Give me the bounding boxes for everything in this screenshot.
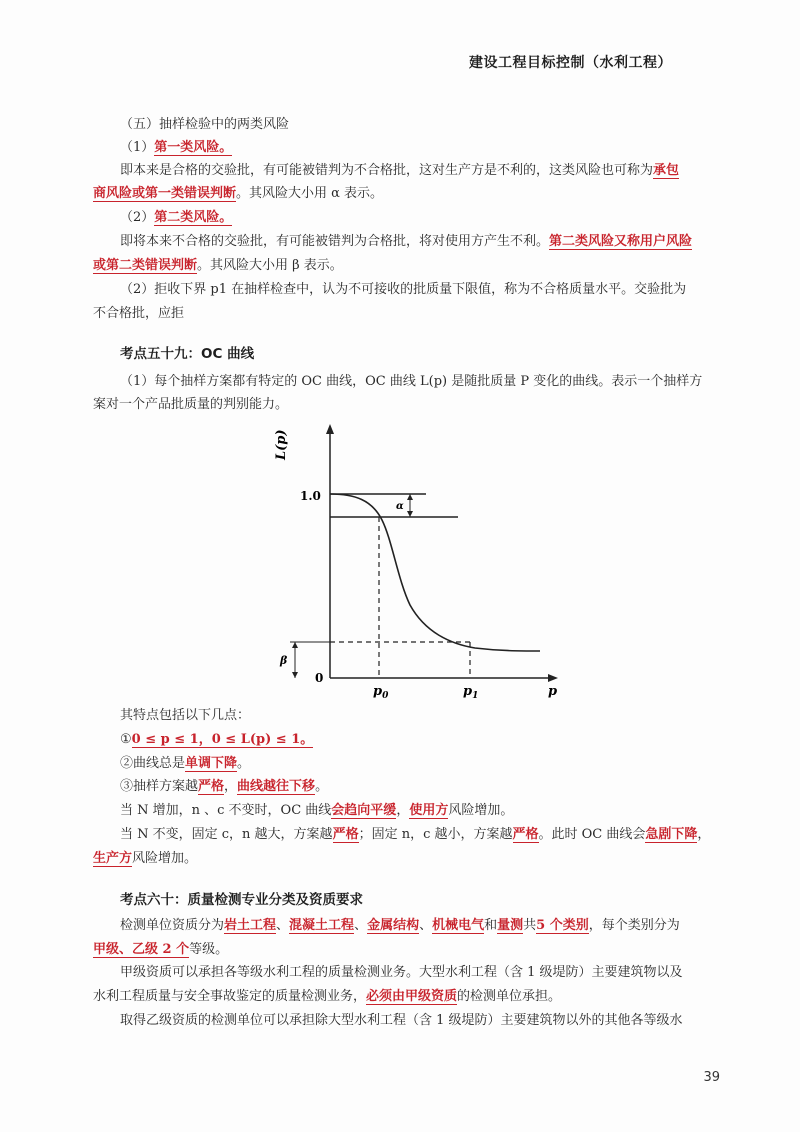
second-risk-desc-2: 或第二类错误判断。其风险大小用 β 表示。 [93,258,343,273]
alpha-arrow-bottom [407,511,413,517]
qual-p1-line-2: 甲级、乙级 2 个等级。 [93,942,229,957]
alpha-arrow-top [407,494,413,500]
second-risk-line: （2）第二类风险。 [120,210,233,225]
risk-heading: （五）抽样检验中的两类风险 [120,117,290,132]
x-tick-p0: $p_0$ [373,684,389,701]
y-tick-0: 0 [315,671,324,685]
oc-chart [260,420,580,710]
alpha-label: α [396,501,404,512]
feature-3: ③抽样方案越严格，曲线越往下移。 [120,779,329,794]
qual-p3-line: 取得乙级资质的检测单位可以承担除大型水利工程（含 1 级堤防）主要建筑物以外的其他各等级水 [120,1013,683,1028]
header-title: 建设工程目标控制（水利工程） [469,55,672,71]
first-risk-desc-2: 商风险或第一类错误判断。其风险大小用 α 表示。 [93,186,384,201]
oc-heading: 考点五十九：OC 曲线 [120,346,255,362]
x-axis-label: p [548,684,558,699]
feature-1: ①0 ≤ p ≤ 1，0 ≤ L(p) ≤ 1。 [120,732,314,747]
y-axis-arrow [326,424,334,434]
n-fixed-line: 当 N 不变，固定 c，n 越大，方案越严格；固定 n，c 越小，方案越严格。此时 OC 曲线会急剧下降， [120,827,711,842]
x-tick-p1: $p_1$ [463,684,479,701]
feature-2: ②曲线总是单调下降。 [120,756,251,771]
qual-heading: 考点六十：质量检测专业分类及资质要求 [120,892,363,908]
reject-line-2: 不合格批，应拒 [93,306,185,321]
y-axis-label: L(p) [274,429,289,460]
x-axis-arrow [548,674,558,682]
beta-label: β [280,654,288,667]
oc-intro-2: 案对一个产品批质量的判别能力。 [93,397,289,412]
y-tick-1: 1.0 [300,489,321,503]
first-risk-label: 第一类风险。 [154,140,233,155]
second-risk-desc-1: 即将本来不合格的交验批，有可能被错判为合格批，将对使用方产生不利。第二类风险又称用户风险 [120,234,693,249]
n-fixed-line-2: 生产方风险增加。 [93,851,198,866]
oc-intro-1: （1）每个抽样方案都有特定的 OC 曲线，OC 曲线 L(p) 是随批质量 P 变化的曲线。表示一个抽样方 [120,374,703,389]
qual-p2-line-2: 水利工程质量与安全事故鉴定的质量检测业务，必须由甲级资质的检测单位承担。 [93,989,562,1004]
reject-line-1: （2）拒收下界 p1 在抽样检查中，认为不可接收的批质量下限值，称为不合格质量水平。交验批为 [120,282,687,297]
first-risk-desc-1: 即本来是合格的交验批，有可能被错判为不合格批，这对生产方是不利的，这类风险也可称为承包 [120,163,680,178]
qual-p2-line-1: 甲级资质可以承担各等级水利工程的质量检测业务。大型水利工程（含 1 级堤防）主要建筑物以及 [120,965,683,980]
first-risk-line: （1）第一类风险。 [120,140,233,155]
n-increase-line: 当 N 增加，n 、c 不变时，OC 曲线会趋向平缓，使用方风险增加。 [120,803,514,818]
qual-p1-line-1: 检测单位资质分为岩土工程、混凝土工程、金属结构、机械电气和量测共5 个类别，每个类别分为 [120,918,680,933]
beta-arrow-top [292,642,298,648]
features-label: 其特点包括以下几点： [120,708,251,723]
beta-arrow-bottom [292,672,298,678]
second-risk-label: 第二类风险。 [154,210,233,225]
page-number: 39 [703,1070,720,1085]
